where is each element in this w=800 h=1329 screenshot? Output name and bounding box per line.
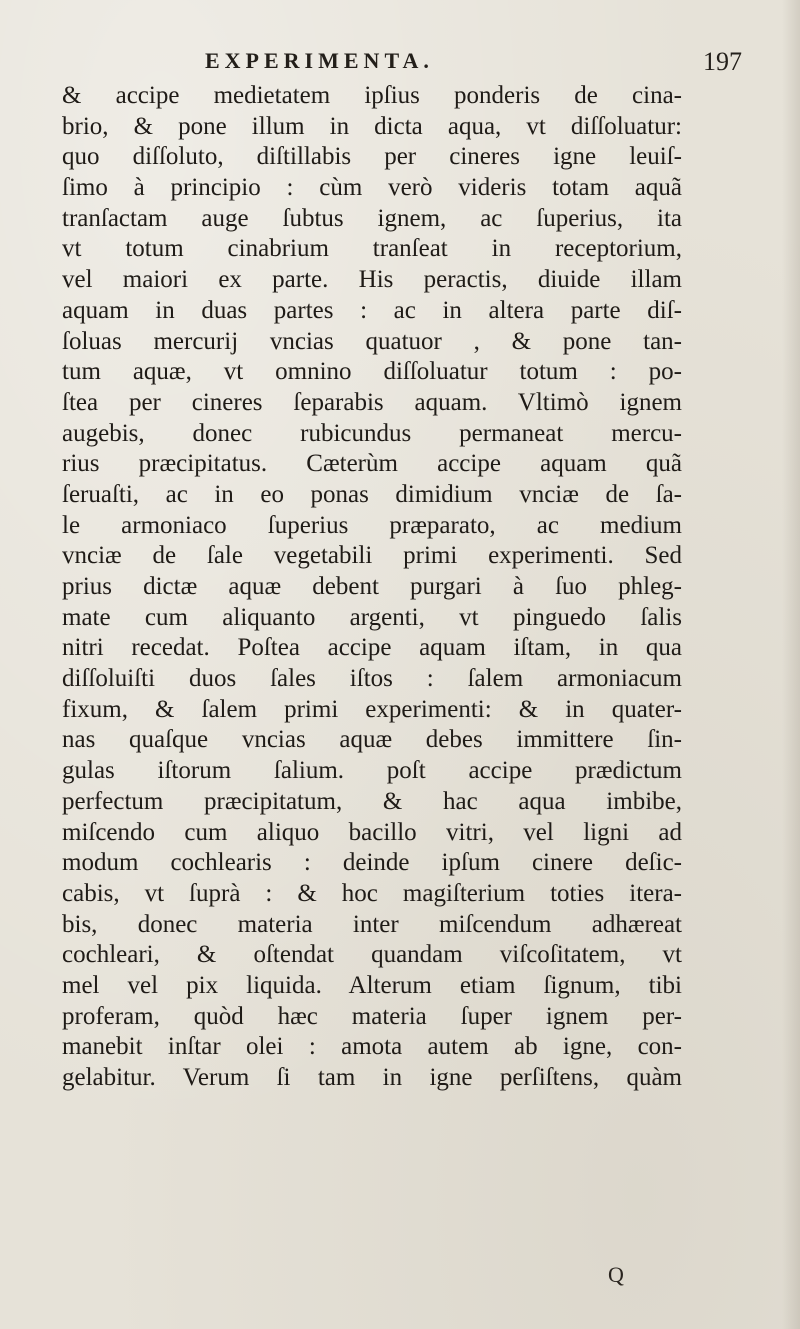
text-line: augebis, donec rubicundus permaneat mercu- (62, 419, 682, 447)
text-line: miſcendo cum aliquo bacillo vitri, vel ligni ad (62, 818, 682, 846)
text-line: brio, & pone illum in dicta aqua, vt diſſoluatur: (62, 112, 682, 140)
text-line: ſimo à principio : cùm verò videris totam aquã (62, 174, 682, 202)
text-line: & accipe medietatem ipſius ponderis de cina- (62, 82, 682, 109)
text-line: cochleari, & oſtendat quandam viſcoſitatem, vt (62, 941, 682, 969)
page-edge-shadow (782, 0, 800, 1329)
body-text (62, 81, 682, 1094)
text-line: diſſoluiſti duos ſales iſtos : ſalem armoniacum (62, 665, 682, 693)
text-line: ſeruaſti, ac in eo ponas dimidium vnciæ de ſa- (62, 480, 682, 508)
running-head: EXPERIMENTA. (205, 48, 434, 73)
text-line: perfectum præcipitatum, & hac aqua imbibe, (62, 787, 682, 815)
text-line: modum cochlearis : deinde ipſum cinere deſic- (62, 849, 682, 877)
text-line: rius præcipitatus. Cæterùm accipe aquam quã (62, 450, 682, 478)
text-line: gelabitur. Verum ſi tam in igne perſiſtens, quàm (62, 1064, 682, 1091)
text-line: mel vel pix liquida. Alterum etiam ſignum, tibi (62, 971, 682, 999)
text-line: nitri recedat. Poſtea accipe aquam iſtam, in qua (62, 634, 682, 662)
text-line: aquam in duas partes : ac in altera parte diſ- (62, 296, 682, 324)
text-line: mate cum aliquanto argenti, vt pinguedo ſalis (62, 603, 682, 631)
text-line: manebit inſtar olei : amota autem ab igne, con- (62, 1033, 682, 1061)
text-line: cabis, vt ſuprà : & hoc magiſterium toties itera- (62, 879, 682, 907)
text-line: ſoluas mercurij vncias quatuor , & pone tan- (62, 327, 682, 355)
text-line: proferam, quòd hæc materia ſuper ignem per- (62, 1002, 682, 1030)
catchword: Q (608, 1262, 624, 1287)
page-number: 197 (703, 47, 742, 76)
text-line: fixum, & ſalem primi experimenti: & in quater- (62, 695, 682, 723)
text-line: bis, donec materia inter miſcendum adhæreat (62, 910, 682, 938)
text-line: tum aquæ, vt omnino diſſoluatur totum : po- (62, 358, 682, 386)
text-line: ſtea per cineres ſeparabis aquam. Vltimò ignem (62, 388, 682, 416)
text-line: tranſactam auge ſubtus ignem, ac ſuperius, ita (62, 204, 682, 232)
text-line: vnciæ de ſale vegetabili primi experimenti. Sed (62, 542, 682, 570)
text-line: gulas iſtorum ſalium. poſt accipe prædictum (62, 757, 682, 785)
text-line: le armoniaco ſuperius præparato, ac medium (62, 511, 682, 539)
text-line: quo diſſoluto, diſtillabis per cineres igne leuiſ- (62, 143, 682, 171)
text-line: prius dictæ aquæ debent purgari à ſuo phleg- (62, 573, 682, 600)
text-line: nas quaſque vncias aquæ debes immittere ſin- (62, 726, 682, 754)
text-line: vt totum cinabrium tranſeat in receptorium, (62, 235, 682, 263)
text-line: vel maiori ex parte. His peractis, diuide illam (62, 266, 682, 294)
